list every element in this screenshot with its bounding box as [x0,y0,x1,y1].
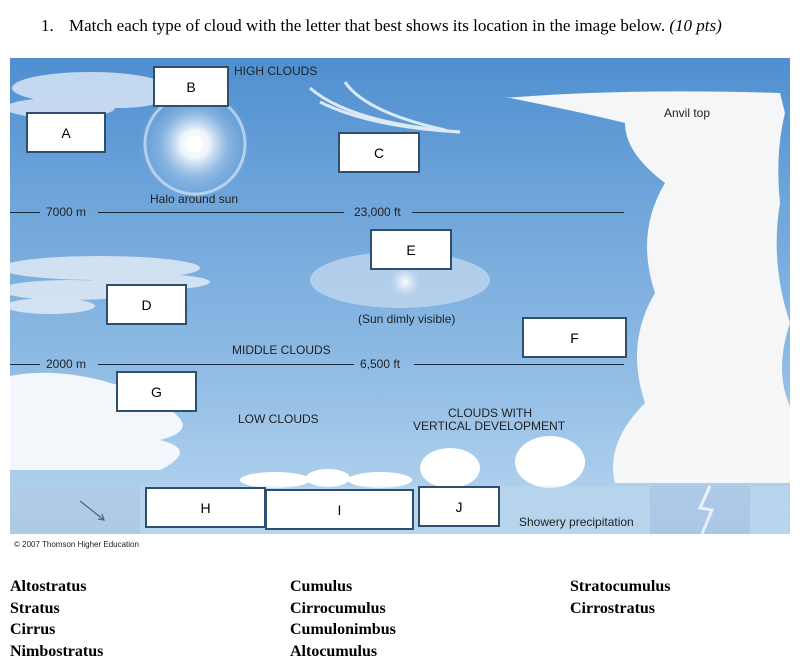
cumulus-clouds [240,436,585,488]
vertical-development-label-1: CLOUDS WITH [448,406,532,420]
altitude-line-7000m-left [10,212,40,213]
answer-box-i[interactable]: I [265,489,414,530]
question-prompt [41,16,722,36]
cloud-diagram [10,58,790,534]
question-text: Match each type of cloud with the letter that best shows its location in the image below. [69,16,666,35]
sun-dim-label: (Sun dimly visible) [358,312,456,326]
answer-box-h[interactable]: H [145,487,266,528]
answer-option: Altocumulus [290,642,378,660]
answer-option: Nimbostratus [10,642,104,660]
figure-copyright: © 2007 Thomson Higher Education [14,540,139,549]
answer-option: Cirrocumulus [290,599,386,617]
sun-icon [187,136,203,152]
question-number: 1. [41,16,54,35]
answer-box-g[interactable]: G [116,371,197,412]
altitude-6500ft-label: 6,500 ft [360,357,401,371]
middle-clouds-label: MIDDLE CLOUDS [232,343,331,357]
answer-option: Cirrus [10,621,56,638]
altitude-line-7000m-mid [98,212,344,213]
anvil-top-label: Anvil top [664,106,711,120]
altitude-line-2000m-mid [98,364,354,365]
high-clouds-label: HIGH CLOUDS [234,64,318,78]
altitude-7000m-label: 7000 m [46,205,87,219]
vertical-development-label-2: VERTICAL DEVELOPMENT [413,419,566,433]
answer-box-b[interactable]: B [153,66,229,107]
question-points: (10 pts) [669,16,722,35]
altitude-line-2000m-right [414,364,624,365]
altitude-line-7000m-right [412,212,624,213]
answer-bank-column-2 [290,576,396,662]
answer-option: Stratus [10,599,60,617]
answer-box-d[interactable]: D [106,284,187,325]
halo-label: Halo around sun [150,192,239,206]
answer-option: Cirrostratus [570,599,656,617]
answer-option: Cumulonimbus [290,621,396,638]
answer-option: Cumulus [290,578,353,595]
answer-box-j[interactable]: J [418,486,500,527]
dim-sun-icon [389,266,421,298]
answer-box-e[interactable]: E [370,229,452,270]
answer-option: Stratocumulus [570,578,671,595]
answer-box-f[interactable]: F [522,317,627,358]
altitude-23000ft-label: 23,000 ft [354,205,401,219]
answer-bank-column-3 [570,576,670,619]
answer-box-a[interactable]: A [26,112,106,153]
answer-box-c[interactable]: C [338,132,420,173]
low-clouds-label: LOW CLOUDS [238,412,319,426]
answer-option: Altostratus [10,578,87,595]
showery-precipitation-label: Showery precipitation [519,515,634,529]
cirrus-cloud [310,82,460,132]
altitude-2000m-label: 2000 m [46,357,87,371]
answer-bank-column-1 [10,576,103,662]
altitude-line-2000m-left [10,364,40,365]
